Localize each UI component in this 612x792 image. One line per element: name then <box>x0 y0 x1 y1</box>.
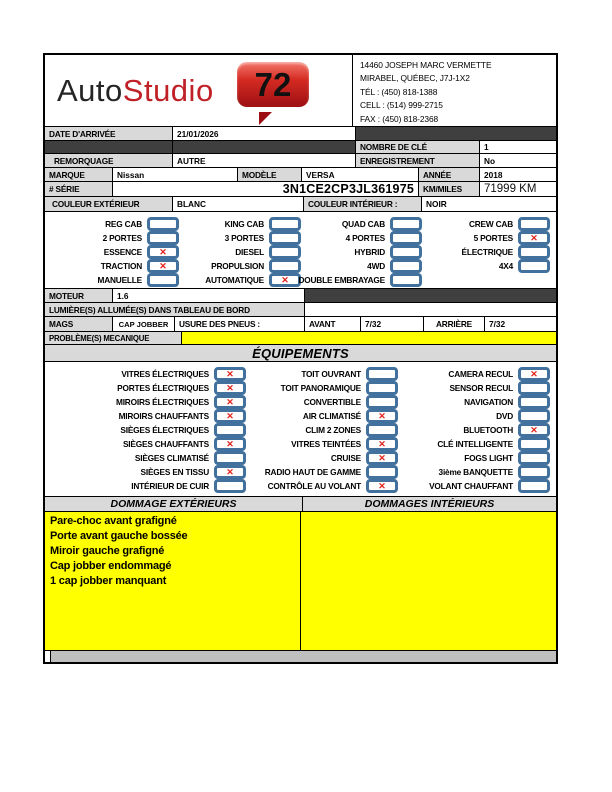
checkbox-icon <box>147 231 179 245</box>
marque-value: Nissan <box>113 168 238 181</box>
equip-option <box>45 381 250 395</box>
nombre-cle-label: NOMBRE DE CLÉ <box>356 141 480 153</box>
logo-part-auto: Auto <box>57 73 123 108</box>
option-label: SENSOR RECUL <box>449 383 513 393</box>
annee-label: ANNÉE <box>419 168 480 181</box>
drivetrain-option <box>426 245 554 259</box>
serie-label: # SÉRIE <box>45 182 113 196</box>
row-probleme-mecanique <box>45 332 556 345</box>
equip-option <box>402 465 554 479</box>
serie-value: 3N1CE2CP3JL361975 <box>113 182 419 196</box>
drivetrain-option <box>298 273 426 287</box>
option-label: VITRES ÉLECTRIQUES <box>121 369 209 379</box>
checkbox-icon <box>366 479 398 493</box>
checkbox-icon <box>390 259 422 273</box>
checkbox-icon <box>518 381 550 395</box>
option-label: AUTOMATIQUE <box>205 275 264 285</box>
row-lumieres <box>45 303 556 317</box>
equip-option <box>45 451 250 465</box>
checkbox-icon <box>366 409 398 423</box>
filler-dark-cell <box>356 127 556 140</box>
option-label: 4 PORTES <box>345 233 385 243</box>
option-label: INTÉRIEUR DE CUIR <box>131 481 209 491</box>
x-mark: ✕ <box>378 480 386 491</box>
couleur-ext-value: BLANC <box>173 197 304 211</box>
drivetrain-section <box>45 212 556 289</box>
remorquage-label: REMORQUAGE <box>45 154 173 167</box>
address-line: CELL : (514) 999-2715 <box>360 100 443 111</box>
dommages-interieurs-title: DOMMAGES INTÉRIEURS <box>303 497 556 511</box>
dommage-exterieurs-title: DOMMAGE EXTÉRIEURS <box>45 497 303 511</box>
option-label: SIÈGES CHAUFFANTS <box>122 439 209 449</box>
equip-option <box>45 395 250 409</box>
option-label: 2 PORTES <box>102 233 142 243</box>
drivetrain-col1 <box>45 217 183 287</box>
equip-option <box>250 437 402 451</box>
x-mark: ✕ <box>226 410 234 421</box>
checkbox-icon <box>214 437 246 451</box>
checkbox-icon <box>518 437 550 451</box>
equipements-title: ÉQUIPEMENTS <box>45 345 556 362</box>
x-mark: ✕ <box>226 438 234 449</box>
option-label: 3 PORTES <box>224 233 264 243</box>
equip-option <box>250 395 402 409</box>
equip-col1 <box>45 367 250 493</box>
option-label: SIÈGES CLIMATISÉ <box>134 453 209 463</box>
equip-option <box>250 479 402 493</box>
checkbox-icon <box>366 395 398 409</box>
checkbox-icon <box>147 245 179 259</box>
arriere-label: ARRIÈRE <box>424 317 485 331</box>
equip-option <box>402 367 554 381</box>
option-label: ESSENCE <box>103 247 142 257</box>
option-label: CLÉ INTELLIGENTE <box>437 439 513 449</box>
option-label: TRACTION <box>100 261 142 271</box>
x-mark: ✕ <box>226 466 234 477</box>
drivetrain-option <box>305 231 426 245</box>
x-mark: ✕ <box>530 424 538 435</box>
checkbox-icon <box>269 245 301 259</box>
checkbox-icon <box>390 217 422 231</box>
arriere-value: 7/32 <box>485 317 556 331</box>
equip-option <box>250 465 402 479</box>
x-mark: ✕ <box>530 368 538 379</box>
filler-dark-cell <box>45 141 173 153</box>
checkbox-icon <box>518 245 550 259</box>
option-label: CREW CAB <box>468 219 513 229</box>
form-header <box>45 55 556 127</box>
option-label: 4X4 <box>498 261 513 271</box>
checkbox-icon <box>269 217 301 231</box>
modele-value: VERSA <box>302 168 419 181</box>
moteur-value: 1.6 <box>113 289 305 302</box>
x-mark: ✕ <box>226 382 234 393</box>
option-label: BLUETOOTH <box>463 425 513 435</box>
option-label: DVD <box>496 411 513 421</box>
equip-col2 <box>250 367 402 493</box>
damage-note-line: Miroir gauche grafigné <box>50 545 165 557</box>
option-label: 5 PORTES <box>473 233 513 243</box>
equip-option <box>45 465 250 479</box>
drivetrain-option <box>45 231 183 245</box>
dommage-exterieurs-notes <box>45 512 301 650</box>
equip-option <box>45 423 250 437</box>
damage-note-line: Cap jobber endommagé <box>50 560 172 572</box>
damage-note-line: Pare-choc avant grafigné <box>50 515 177 527</box>
equip-option <box>250 409 402 423</box>
drivetrain-option <box>183 217 305 231</box>
equip-option <box>250 423 402 437</box>
x-mark: ✕ <box>281 274 289 285</box>
footer-gray-bar <box>50 651 556 662</box>
row-serie <box>45 182 556 197</box>
option-label: 3ième BANQUETTE <box>438 467 513 477</box>
option-label: MIROIRS CHAUFFANTS <box>118 411 209 421</box>
equip-option <box>402 409 554 423</box>
couleur-ext-label: COULEUR EXTÉRIEUR <box>45 197 173 211</box>
checkbox-icon <box>214 479 246 493</box>
option-label: HYBRID <box>354 247 385 257</box>
checkbox-icon <box>518 217 550 231</box>
x-mark: ✕ <box>159 246 167 257</box>
equip-col3 <box>402 367 554 493</box>
option-label: ÉLECTRIQUE <box>461 247 513 257</box>
checkbox-icon <box>214 395 246 409</box>
company-address <box>353 55 556 126</box>
drivetrain-option <box>183 259 305 273</box>
option-label: QUAD CAB <box>341 219 385 229</box>
equip-option <box>250 367 402 381</box>
option-label: NAVIGATION <box>464 397 513 407</box>
logo-part-studio: Studio <box>122 73 214 108</box>
equip-option <box>402 479 554 493</box>
x-mark: ✕ <box>378 452 386 463</box>
badge-tail-icon <box>259 112 272 125</box>
checkbox-icon <box>214 367 246 381</box>
remorquage-value: AUTRE <box>173 154 356 167</box>
checkbox-icon <box>214 409 246 423</box>
checkbox-icon <box>390 245 422 259</box>
checkbox-icon <box>518 367 550 381</box>
option-label: MIROIRS ÉLECTRIQUES <box>115 397 209 407</box>
option-label: DIESEL <box>235 247 264 257</box>
checkbox-icon <box>214 465 246 479</box>
row-marque <box>45 168 556 182</box>
x-mark: ✕ <box>226 396 234 407</box>
option-label: TOIT PANORAMIQUE <box>280 383 361 393</box>
equip-option <box>45 409 250 423</box>
logo-badge-72 <box>237 62 309 107</box>
drivetrain-col3 <box>298 217 426 287</box>
equip-option <box>402 451 554 465</box>
option-label: 4WD <box>367 261 385 271</box>
row-date-arrivee <box>45 127 556 141</box>
row-mags-pneus <box>45 317 556 332</box>
checkbox-icon <box>518 423 550 437</box>
checkbox-icon <box>269 273 301 287</box>
drivetrain-option <box>305 245 426 259</box>
address-line: MIRABEL, QUÉBEC, J7J-1X2 <box>360 73 470 84</box>
couleur-int-value: NOIR <box>422 197 556 211</box>
address-line: TÉL : (450) 818-1388 <box>360 86 438 97</box>
drivetrain-option <box>45 245 183 259</box>
dommages-interieurs-notes <box>301 512 557 650</box>
km-value: 71999 KM <box>480 182 556 196</box>
logo-cell <box>45 55 353 126</box>
option-label: AIR CLIMATISÉ <box>302 411 361 421</box>
damage-note-line: 1 cap jobber manquant <box>50 575 167 587</box>
checkbox-icon <box>366 437 398 451</box>
x-mark: ✕ <box>378 410 386 421</box>
option-label: MANUELLE <box>97 275 142 285</box>
equip-option <box>45 479 250 493</box>
checkbox-icon <box>518 451 550 465</box>
option-label: VITRES TEINTÉES <box>291 439 361 449</box>
checkbox-icon <box>147 217 179 231</box>
drivetrain-col4 <box>426 217 554 273</box>
option-label: KING CAB <box>224 219 264 229</box>
option-label: CRUISE <box>330 453 361 463</box>
checkbox-icon <box>366 423 398 437</box>
checkbox-icon <box>390 273 422 287</box>
lumieres-value <box>305 303 556 316</box>
drivetrain-option <box>305 259 426 273</box>
option-label: CONTRÔLE AU VOLANT <box>267 481 361 491</box>
damage-note-line: Porte avant gauche bossée <box>50 530 188 542</box>
checkbox-icon <box>147 273 179 287</box>
checkbox-icon <box>518 479 550 493</box>
equip-option <box>250 451 402 465</box>
damage-body <box>45 512 556 651</box>
damage-headers <box>45 497 556 512</box>
option-label: SIÈGES ÉLECTRIQUES <box>120 425 209 435</box>
checkbox-icon <box>366 465 398 479</box>
enregistrement-label: ENREGISTREMENT <box>356 154 480 167</box>
checkbox-icon <box>366 381 398 395</box>
checkbox-icon <box>366 451 398 465</box>
checkbox-icon <box>518 231 550 245</box>
enregistrement-value: No <box>480 154 556 167</box>
option-label: PROPULSION <box>211 261 264 271</box>
avant-label: AVANT <box>305 317 361 331</box>
drivetrain-option <box>45 273 183 287</box>
mags-value: CAP JOBBER <box>113 317 175 331</box>
filler-dark-cell <box>173 141 356 153</box>
option-label: SIÈGES EN TISSU <box>140 467 209 477</box>
annee-value: 2018 <box>480 168 556 181</box>
x-mark: ✕ <box>378 438 386 449</box>
drivetrain-option <box>45 217 183 231</box>
checkbox-icon <box>214 423 246 437</box>
option-label: CONVERTIBLE <box>303 397 361 407</box>
row-nombre-cle <box>45 141 556 154</box>
checkbox-icon <box>390 231 422 245</box>
x-mark: ✕ <box>226 368 234 379</box>
filler-dark-cell <box>305 289 556 302</box>
intake-form <box>43 53 558 664</box>
equip-option <box>402 437 554 451</box>
drivetrain-option <box>426 217 554 231</box>
marque-label: MARQUE <box>45 168 113 181</box>
modele-label: MODÈLE <box>238 168 302 181</box>
probleme-label: PROBLÈME(S) MECANIQUE <box>45 332 182 344</box>
row-couleurs <box>45 197 556 212</box>
mags-label: MAGS <box>45 317 113 331</box>
option-label: DOUBLE EMBRAYAGE <box>298 275 385 285</box>
option-label: RADIO HAUT DE GAMME <box>264 467 361 477</box>
drivetrain-option <box>426 231 554 245</box>
date-arrivee-label: DATE D'ARRIVÉE <box>45 127 173 140</box>
option-label: FOGS LIGHT <box>464 453 513 463</box>
option-label: CLIM 2 ZONES <box>305 425 361 435</box>
option-label: TOIT OUVRANT <box>301 369 361 379</box>
x-mark: ✕ <box>159 260 167 271</box>
checkbox-icon <box>269 259 301 273</box>
equipements-section <box>45 362 556 497</box>
drivetrain-col2 <box>183 217 305 287</box>
date-arrivee-value: 21/01/2026 <box>173 127 356 140</box>
drivetrain-option <box>426 259 554 273</box>
usure-pneus-label: USURE DES PNEUS : <box>175 317 305 331</box>
equip-option <box>45 437 250 451</box>
option-label: VOLANT CHAUFFANT <box>429 481 513 491</box>
checkbox-icon <box>518 395 550 409</box>
equip-option <box>402 395 554 409</box>
checkbox-icon <box>518 465 550 479</box>
checkbox-icon <box>269 231 301 245</box>
badge-number: 72 <box>254 66 292 103</box>
checkbox-icon <box>214 451 246 465</box>
option-label: CAMERA RECUL <box>448 369 513 379</box>
equip-option <box>45 367 250 381</box>
address-line: 14460 JOSEPH MARC VERMETTE <box>360 60 492 70</box>
avant-value: 7/32 <box>361 317 424 331</box>
checkbox-icon <box>147 259 179 273</box>
equip-option <box>402 423 554 437</box>
company-logo <box>57 73 214 109</box>
km-label: KM/MILES <box>419 182 480 196</box>
drivetrain-option <box>183 273 305 287</box>
couleur-int-label: COULEUR INTÉRIEUR : <box>304 197 422 211</box>
probleme-value <box>182 332 556 344</box>
nombre-cle-value: 1 <box>480 141 556 153</box>
moteur-label: MOTEUR <box>45 289 113 302</box>
drivetrain-option <box>183 231 305 245</box>
drivetrain-option <box>305 217 426 231</box>
checkbox-icon <box>214 381 246 395</box>
checkbox-icon <box>518 409 550 423</box>
row-moteur <box>45 289 556 303</box>
lumieres-label: LUMIÈRE(S) ALLUMÉE(S) DANS TABLEAU DE BORD <box>45 303 305 316</box>
checkbox-icon <box>518 259 550 273</box>
x-mark: ✕ <box>530 232 538 243</box>
option-label: REG CAB <box>105 219 142 229</box>
equip-option <box>250 381 402 395</box>
address-line: FAX : (450) 818-2368 <box>360 113 439 124</box>
equip-option <box>402 381 554 395</box>
checkbox-icon <box>366 367 398 381</box>
drivetrain-option <box>183 245 305 259</box>
option-label: PORTES ÉLECTRIQUES <box>117 383 209 393</box>
row-remorquage <box>45 154 556 168</box>
drivetrain-option <box>45 259 183 273</box>
